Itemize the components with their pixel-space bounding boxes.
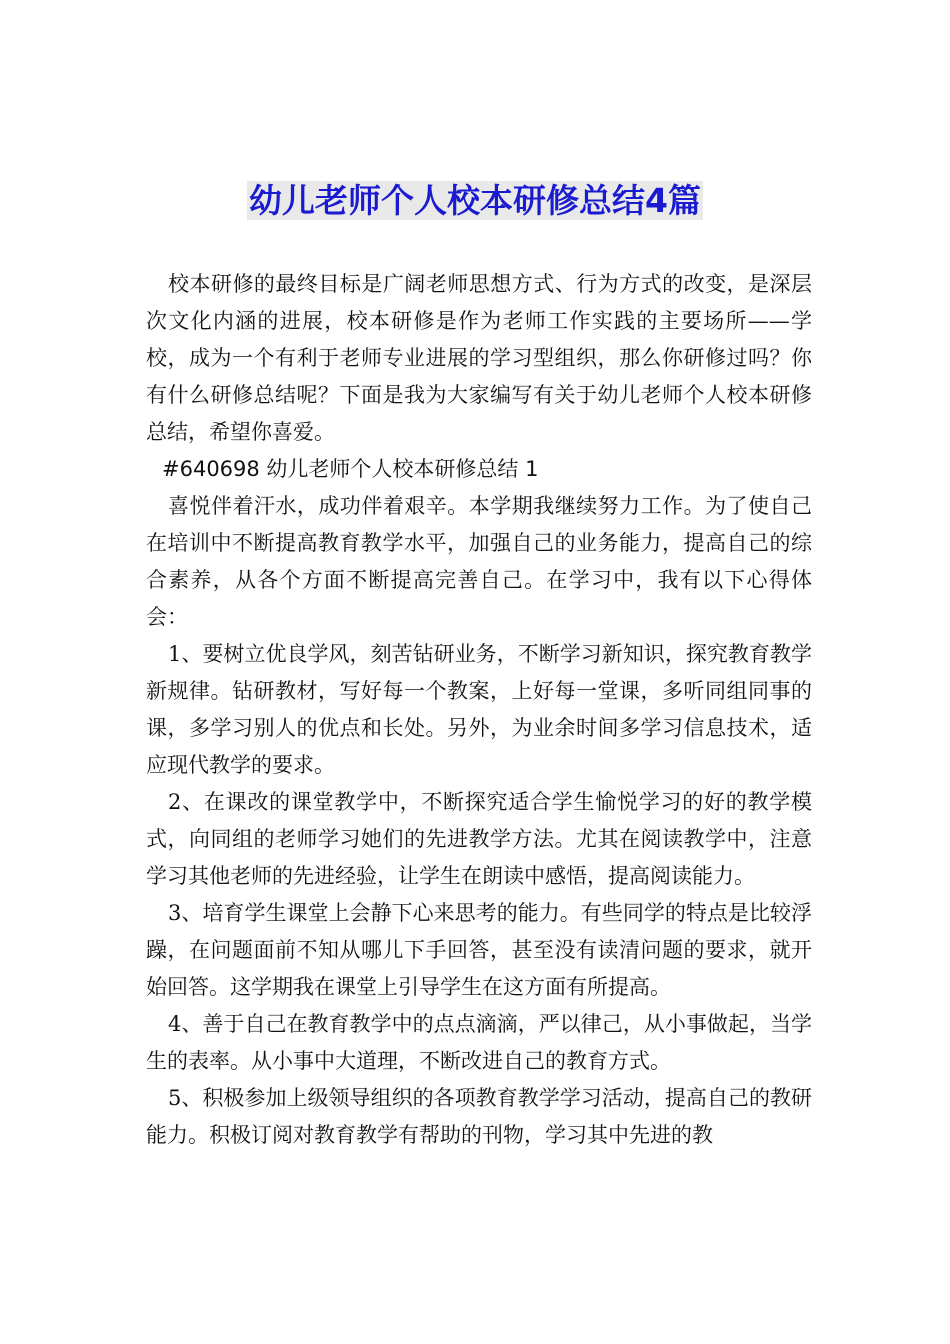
document-body [146,266,812,1154]
paragraph-item-5: 5、积极参加上级领导组织的各项教育教学学习活动，提高自己的教研能力。积极订阅对教育教学有帮助的刊物，学习其中先进的教 [146,1086,812,1147]
paragraph-item-4: 4、善于自己在教育教学中的点点滴滴，严以律己，从小事做起，当学生的表率。从小事中大道理，不断改进自己的教育方式。 [146,1012,812,1073]
section-heading: #640698 幼儿老师个人校本研修总结 1 [162,457,539,481]
paragraph-item-3: 3、培育学生课堂上会静下心来思考的能力。有些同学的特点是比较浮躁，在问题面前不知从哪儿下手回答，甚至没有读清问题的要求，就开始回答。这学期我在课堂上引导学生在这方面有所提高。 [146,901,812,999]
intro-paragraph: 校本研修的最终目标是广阔老师思想方式、行为方式的改变，是深层次文化内涵的进展，校本研修是作为老师工作实践的主要场所——学校，成为一个有利于老师专业进展的学习型组织，那么你研修过吗？你有什么研修总结呢？下面是我为大家编写有关于幼儿老师个人校本研修总结，希望你喜爱。 [146,272,812,444]
paragraph-item-1: 1、要树立优良学风，刻苦钻研业务，不断学习新知识，探究教育教学新规律。钻研教材，写好每一个教案，上好每一堂课，多听同组同事的课，多学习别人的优点和长处。另外，为业余时间多学习信息技术，适应现代教学的要求。 [146,642,812,777]
paragraph: 喜悦伴着汗水，成功伴着艰辛。本学期我继续努力工作。为了使自己在培训中不断提高教育教学水平，加强自己的业务能力，提高自己的综合素养，从各个方面不断提高完善自己。在学习中，我有以下心得体会： [146,494,812,629]
document-title-text: 幼儿老师个人校本研修总结4篇 [249,181,701,220]
document-title [0,176,950,226]
paragraph-item-2: 2、在课改的课堂教学中，不断探究适合学生愉悦学习的好的教学模式，向同组的老师学习她们的先进教学方法。尤其在阅读教学中，注意学习其他老师的先进经验，让学生在朗读中感悟，提高阅读能力。 [146,790,812,888]
